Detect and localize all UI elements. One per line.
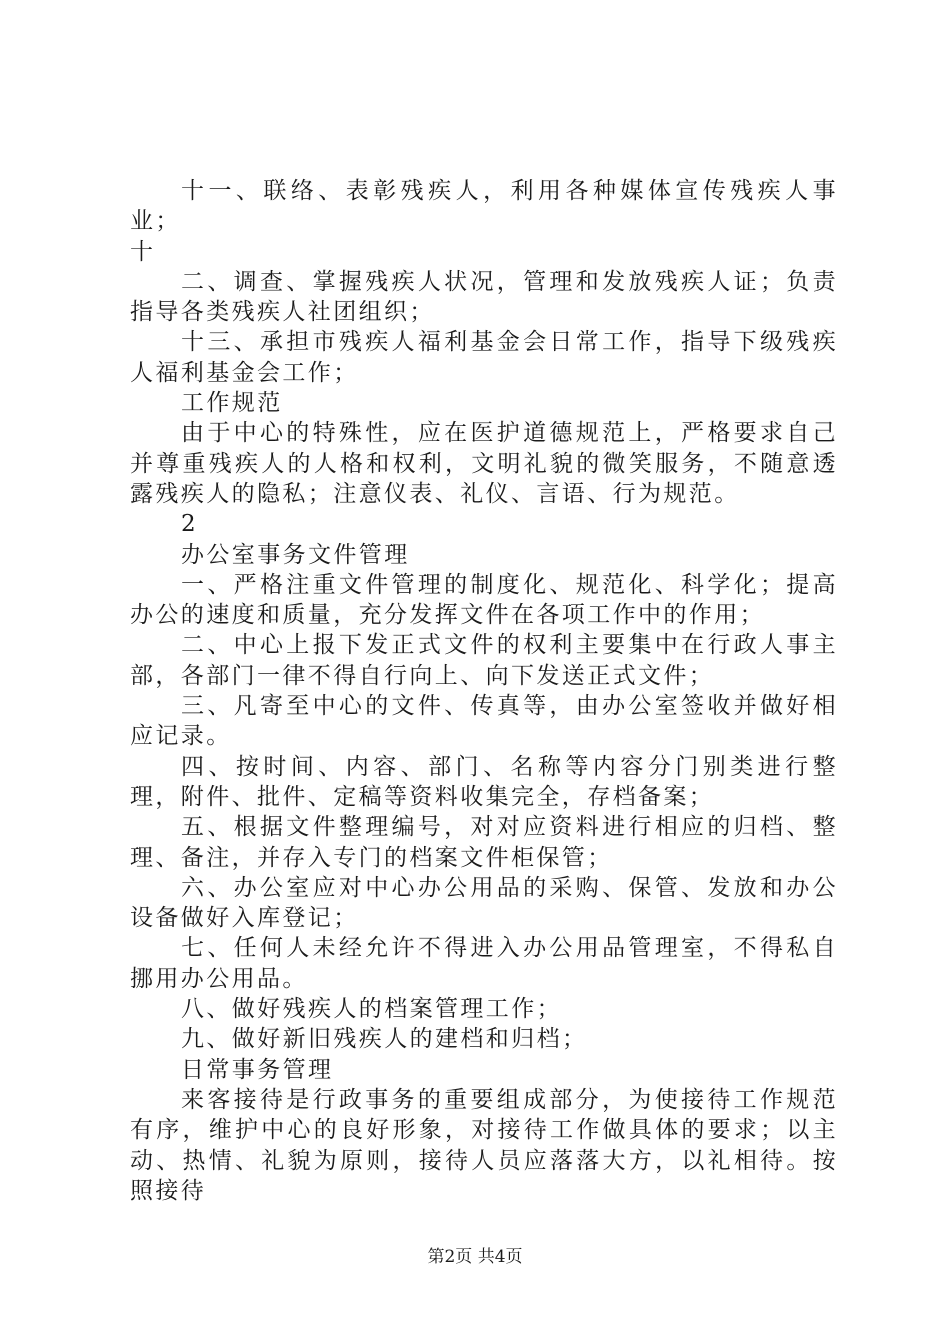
section-number: 2 bbox=[181, 511, 199, 538]
section-heading-daily-affairs: 日常事务管理 bbox=[181, 1056, 334, 1083]
paragraph-docs-1: 一、严格注重文件管理的制度化、规范化、科学化；提高办公的速度和质量，充分发挥文件在各项工作中的作用； bbox=[130, 571, 838, 629]
paragraph-11: 十一、联络、表彰残疾人，利用各种媒体宣传残疾人事业； bbox=[130, 178, 838, 235]
paragraph-docs-9: 九、做好新旧残疾人的建档和归档； bbox=[181, 1026, 588, 1053]
paragraph-13: 十三、承担市残疾人福利基金会日常工作，指导下级残疾人福利基金会工作； bbox=[130, 329, 838, 386]
paragraph-12: 二、调查、掌握残疾人状况，管理和发放残疾人证；负责指导各类残疾人社团组织； bbox=[130, 268, 838, 326]
paragraph-docs-5: 五、根据文件整理编号，对对应资料进行相应的归档、整理、备注，并存入专门的档案文件柜保管； bbox=[130, 814, 838, 871]
page-footer: 第2页 共4页 bbox=[427, 1247, 523, 1267]
paragraph-docs-8: 八、做好残疾人的档案管理工作； bbox=[181, 996, 562, 1023]
paragraph-docs-6: 六、办公室应对中心办公用品的采购、保管、发放和办公设备做好入库登记； bbox=[130, 874, 838, 932]
paragraph-docs-4: 四、按时间、内容、部门、名称等内容分门别类进行整理，附件、批件、定稿等资料收集完全，存档备案； bbox=[130, 753, 838, 810]
paragraph-12-prefix: 十 bbox=[130, 238, 156, 265]
section-heading-office-docs: 办公室事务文件管理 bbox=[181, 541, 410, 568]
paragraph-docs-2: 二、中心上报下发正式文件的权利主要集中在行政人事主部，各部门一律不得自行向上、向下发送正式文件； bbox=[130, 632, 838, 689]
document-body bbox=[130, 176, 838, 1206]
paragraph-reception: 来客接待是行政事务的重要组成部分，为使接待工作规范有序，维护中心的良好形象，对接待工作做具体的要求；以主动、热情、礼貌为原则，接待人员应落落大方，以礼相待。按照接待 bbox=[130, 1086, 838, 1204]
paragraph-work-norms: 由于中心的特殊性，应在医护道德规范上，严格要求自己并尊重残疾人的人格和权利，文明礼貌的微笑服务，不随意透露残疾人的隐私；注意仪表、礼仪、言语、行为规范。 bbox=[130, 420, 838, 507]
section-heading-work-norms: 工作规范 bbox=[181, 390, 283, 417]
paragraph-docs-7: 七、任何人未经允许不得进入办公用品管理室，不得私自挪用办公用品。 bbox=[130, 935, 838, 992]
paragraph-docs-3: 三、凡寄至中心的文件、传真等，由办公室签收并做好相应记录。 bbox=[130, 693, 838, 750]
